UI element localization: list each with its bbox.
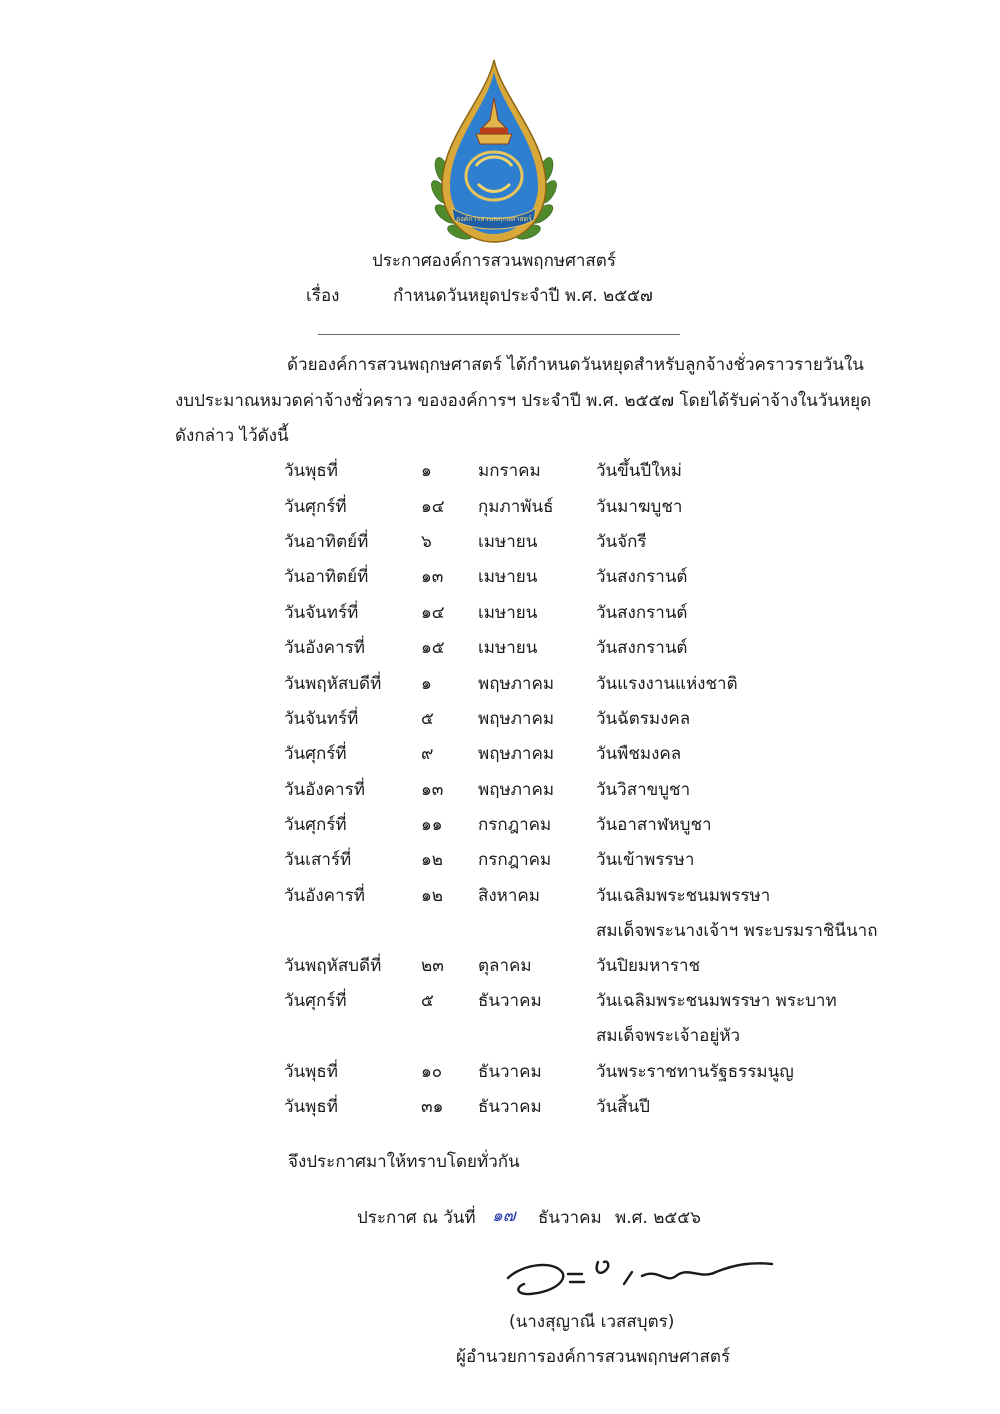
holiday-date: ๑ [421, 674, 432, 694]
holiday-name: วันสงกรานต์ [596, 603, 688, 623]
holiday-name: วันมาฆบูชา [596, 497, 683, 517]
holiday-month: กุมภาพันธ์ [478, 497, 554, 517]
holiday-name: วันเฉลิมพระชนมพรรษา [596, 886, 771, 906]
holiday-name: วันสงกรานต์ [596, 567, 688, 587]
holiday-day: วันอังคารที่ [284, 780, 365, 800]
holiday-name: วันสิ้นปี [596, 1097, 650, 1117]
holiday-row [0, 990, 1000, 1014]
holiday-day: วันพฤหัสบดีที่ [284, 956, 382, 976]
holiday-date: ๑๑ [421, 815, 443, 835]
holiday-month: สิงหาคม [478, 886, 541, 906]
holiday-row [0, 743, 1000, 767]
holiday-month: เมษายน [478, 603, 538, 623]
announce-date-label: ประกาศ ณ วันที่ [357, 1208, 476, 1228]
holiday-day: วันเสาร์ที่ [284, 850, 352, 870]
holiday-month: กรกฎาคม [478, 815, 552, 835]
holiday-month: พฤษภาคม [478, 780, 555, 800]
holiday-row [0, 566, 1000, 590]
holiday-date: ๑ [421, 461, 432, 481]
holiday-month: กรกฎาคม [478, 850, 552, 870]
holiday-day: วันจันทร์ที่ [284, 709, 359, 729]
holiday-day: วันศุกร์ที่ [284, 497, 347, 517]
holiday-name-continued: สมเด็จพระนางเจ้าฯ พระบรมราชินีนาถ [596, 921, 878, 941]
emblem-text: องค์การสวนพฤกษศาสตร์ [456, 215, 532, 223]
holiday-day: วันพฤหัสบดีที่ [284, 674, 382, 694]
holiday-row [0, 496, 1000, 520]
holiday-row [0, 602, 1000, 626]
holiday-day: วันพุธที่ [284, 1062, 338, 1082]
holiday-day: วันพุธที่ [284, 461, 338, 481]
holiday-date: ๕ [421, 709, 434, 729]
holiday-month: ธันวาคม [478, 1097, 542, 1117]
holiday-row [0, 849, 1000, 873]
holiday-date: ๑๕ [421, 638, 445, 658]
holiday-date: ๑๒ [421, 886, 443, 906]
holiday-day: วันอังคารที่ [284, 886, 365, 906]
holiday-month: พฤษภาคม [478, 709, 555, 729]
holiday-month: ธันวาคม [478, 991, 542, 1011]
holiday-name: วันเข้าพรรษา [596, 850, 695, 870]
holiday-row [0, 1061, 1000, 1085]
announce-month: ธันวาคม [538, 1208, 602, 1228]
announce-year: พ.ศ. ๒๕๕๖ [615, 1208, 701, 1228]
organization-emblem-icon [428, 58, 560, 250]
holiday-row [0, 779, 1000, 803]
holiday-month: เมษายน [478, 567, 538, 587]
holiday-name: วันขึ้นปีใหม่ [596, 461, 682, 481]
holiday-month: ธันวาคม [478, 1062, 542, 1082]
holiday-date: ๑๐ [421, 1062, 443, 1082]
handwritten-signature-icon [490, 1240, 780, 1310]
holiday-month: ตุลาคม [478, 956, 532, 976]
holiday-date: ๙ [421, 744, 434, 764]
holiday-name: วันเฉลิมพระชนมพรรษา พระบาท [596, 991, 837, 1011]
holiday-name: วันพืชมงคล [596, 744, 682, 764]
holiday-name: วันสงกรานต์ [596, 638, 688, 658]
holiday-row [0, 1096, 1000, 1120]
holiday-day: วันศุกร์ที่ [284, 744, 347, 764]
holiday-row [0, 531, 1000, 555]
holiday-row [0, 708, 1000, 732]
body-line-2: งบประมาณหมวดค่าจ้างชั่วคราว ขององค์การฯ ประจำปี พ.ศ. ๒๕๕๗ โดยได้รับค่าจ้างในวันหยุด [175, 391, 872, 411]
body-line-3: ดังกล่าว ไว้ดังนี้ [175, 426, 289, 446]
holiday-name: วันจักรี [596, 532, 647, 552]
holiday-row [0, 885, 1000, 909]
document-title: ประกาศองค์การสวนพฤกษศาสตร์ [372, 251, 616, 271]
title-divider [318, 334, 680, 335]
closing-statement: จึงประกาศมาให้ทราบโดยทั่วกัน [288, 1152, 520, 1172]
holiday-name: วันพระราชทานรัฐธรรมนูญ [596, 1062, 794, 1082]
signer-name: (นางสุญาณี เวสสบุตร) [509, 1312, 675, 1332]
holiday-day: วันศุกร์ที่ [284, 815, 347, 835]
holiday-month: มกราคม [478, 461, 541, 481]
holiday-day: วันศุกร์ที่ [284, 991, 347, 1011]
holiday-month: เมษายน [478, 638, 538, 658]
subject-label: เรื่อง [306, 286, 340, 306]
holiday-date: ๒๓ [421, 956, 444, 976]
holiday-row [0, 460, 1000, 484]
holiday-month: เมษายน [478, 532, 538, 552]
holiday-name-continued: สมเด็จพระเจ้าอยู่หัว [596, 1026, 741, 1046]
holiday-date: ๑๔ [421, 603, 445, 623]
holiday-date: ๑๒ [421, 850, 443, 870]
holiday-date: ๖ [421, 532, 432, 552]
holiday-date: ๑๔ [421, 497, 445, 517]
holiday-month: พฤษภาคม [478, 674, 555, 694]
holiday-name: วันอาสาฬหบูชา [596, 815, 712, 835]
holiday-month: พฤษภาคม [478, 744, 555, 764]
holiday-name: วันฉัตรมงคล [596, 709, 691, 729]
holiday-date: ๓๑ [421, 1097, 444, 1117]
holiday-row [0, 814, 1000, 838]
holiday-day: วันอังคารที่ [284, 638, 365, 658]
announce-day-handwritten: ๑๗ [492, 1206, 516, 1226]
holiday-name: วันปิยมหาราช [596, 956, 701, 976]
subject-text: กำหนดวันหยุดประจำปี พ.ศ. ๒๕๕๗ [393, 286, 653, 306]
holiday-date: ๕ [421, 991, 434, 1011]
holiday-date: ๑๓ [421, 780, 444, 800]
holiday-date: ๑๓ [421, 567, 444, 587]
holiday-row-continuation [0, 1025, 1000, 1049]
holiday-day: วันอาทิตย์ที่ [284, 532, 369, 552]
signer-title: ผู้อำนวยการองค์การสวนพฤกษศาสตร์ [456, 1347, 731, 1367]
holiday-day: วันพุธที่ [284, 1097, 338, 1117]
holiday-row [0, 637, 1000, 661]
holiday-name: วันแรงงานแห่งชาติ [596, 674, 738, 694]
holiday-row-continuation [0, 920, 1000, 944]
holiday-day: วันอาทิตย์ที่ [284, 567, 369, 587]
holiday-name: วันวิสาขบูชา [596, 780, 691, 800]
holiday-row [0, 955, 1000, 979]
holiday-day: วันจันทร์ที่ [284, 603, 359, 623]
body-line-1: ด้วยองค์การสวนพฤกษศาสตร์ ได้กำหนดวันหยุดสำหรับลูกจ้างชั่วคราวรายวันใน [287, 355, 864, 375]
holiday-row [0, 673, 1000, 697]
